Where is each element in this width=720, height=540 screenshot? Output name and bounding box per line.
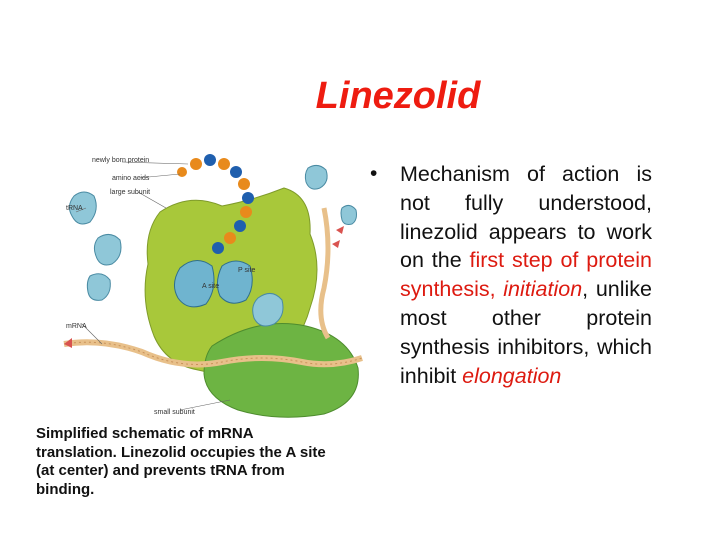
bullet-text-part2: , unlike most other protein synthesis inhibitors, which inhibit xyxy=(400,277,652,388)
small-subunit-shape xyxy=(204,324,358,418)
bullet-emphasis-initiation: initiation xyxy=(503,277,583,302)
slide-title: Linezolid xyxy=(315,75,481,117)
label-newly-born-protein: newly born protein xyxy=(92,157,150,164)
bullet-text xyxy=(400,160,652,390)
bullet-emphasis-elongation: elongation xyxy=(462,363,562,388)
bullet-text-part1: Mechanism of action is not fully understood, linezolid appears to work on the xyxy=(400,162,652,273)
label-a-site: A site xyxy=(202,283,220,290)
label-mrna: mRNA xyxy=(66,323,87,330)
label-amino-acids: amino acids xyxy=(112,175,150,182)
label-trna: tRNA xyxy=(66,205,83,212)
bullet-point xyxy=(370,160,652,390)
bullet-dot-icon: • xyxy=(370,162,378,185)
label-small-subunit: small subunit xyxy=(154,409,195,416)
figure-caption: Simplified schematic of mRNA translation. Linezolid occupies the A site (at center) and prevents tRNA from binding. xyxy=(36,425,326,498)
translation-schematic-figure xyxy=(62,148,364,420)
label-p-site: P site xyxy=(238,267,256,274)
label-large-subunit: large subunit xyxy=(110,189,151,196)
bullet-emphasis-first-step: first step of protein synthesis, xyxy=(400,248,652,302)
